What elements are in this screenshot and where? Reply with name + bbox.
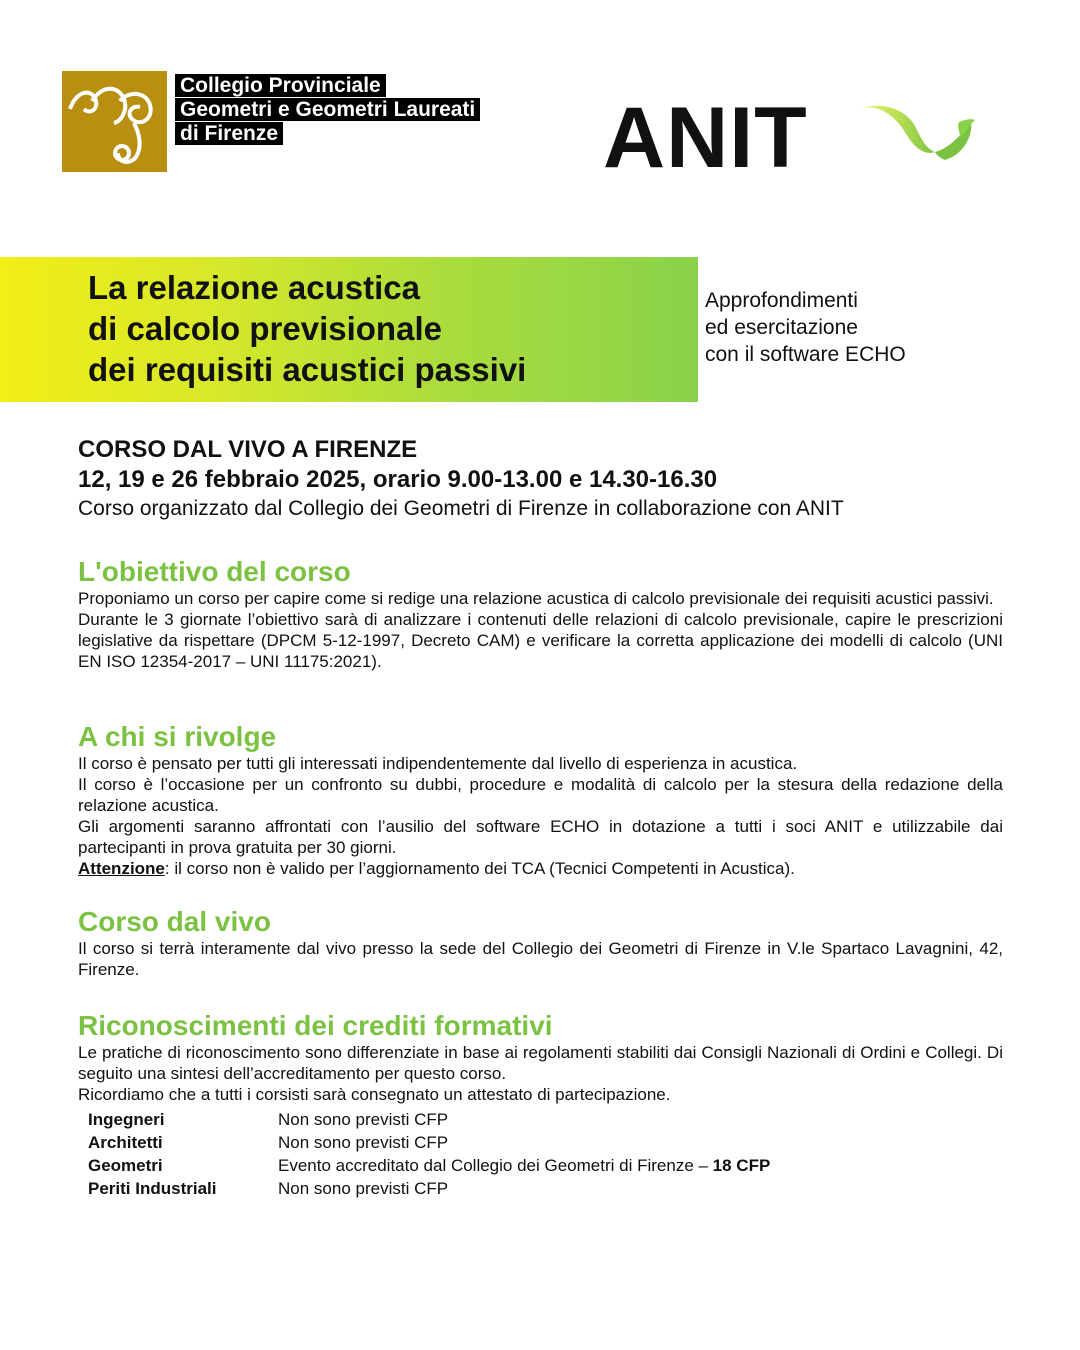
course-title-line: dei requisiti acustici passivi [88, 351, 527, 388]
credit-value-text: Non sono previsti CFP [278, 1133, 449, 1152]
section-heading: Corso dal vivo [78, 906, 271, 937]
course-type: CORSO DAL VIVO A FIRENZE [78, 436, 418, 463]
credit-value-bold: 18 CFP [712, 1156, 771, 1175]
credit-role: Geometri [88, 1156, 163, 1175]
collegio-name [175, 74, 480, 146]
section-heading: Riconoscimenti dei crediti formativi [78, 1010, 553, 1041]
course-subtitle [705, 287, 906, 368]
course-title-line: di calcolo previsionale [88, 310, 442, 347]
title-banner [0, 257, 698, 402]
section-destinatari [78, 721, 1003, 879]
attention-label: Attenzione [78, 859, 165, 878]
table-row [88, 1179, 770, 1202]
section-crediti [78, 1010, 1003, 1105]
credit-value [278, 1110, 770, 1133]
credit-value [278, 1156, 770, 1179]
table-row [88, 1133, 770, 1156]
credit-value-text: Non sono previsti CFP [278, 1110, 449, 1129]
anit-leaf-icon [861, 102, 976, 166]
collegio-name-line: Geometri e Geometri Laureati [175, 98, 480, 121]
course-subtitle-line: con il software ECHO [705, 343, 906, 366]
course-organizer: Corso organizzato dal Collegio dei Geometri di Firenze in collaborazione con ANIT [78, 497, 844, 520]
course-info [78, 435, 1003, 523]
attention-text: : il corso non è valido per l’aggiornamento dei TCA (Tecnici Competenti in Acustica). [164, 859, 795, 878]
paragraph: Le pratiche di riconoscimento sono differenziate in base ai regolamenti stabiliti dai Consigli Nazionali di Ordini e Collegi. Di seguito una sintesi dell’accreditamento per questo corso. [78, 1043, 1003, 1083]
section-heading: L'obiettivo del corso [78, 556, 351, 587]
collegio-name-line: Collegio Provinciale [175, 74, 386, 97]
cpg-monogram-logo [62, 71, 167, 172]
course-title [88, 267, 526, 390]
table-row [88, 1156, 770, 1179]
attention-note [78, 858, 1003, 879]
section-heading: A chi si rivolge [78, 721, 277, 752]
paragraph: Il corso è pensato per tutti gli interessati indipendentemente dal livello di esperienza in acustica. [78, 754, 798, 773]
collegio-name-line: di Firenze [175, 122, 283, 145]
course-dates: 12, 19 e 26 febbraio 2025, orario 9.00-13.00 e 14.30-16.30 [78, 466, 718, 493]
credit-role: Periti Industriali [88, 1179, 217, 1198]
paragraph: Il corso si terrà interamente dal vivo presso la sede del Collegio dei Geometri di Firenze in V.le Spartaco Lavagnini, 42, Firenze. [78, 939, 1003, 979]
course-subtitle-line: Approfondimenti [705, 289, 858, 312]
paragraph: Ricordiamo che a tutti i corsisti sarà consegnato un attestato di partecipazione. [78, 1085, 671, 1104]
section-dal-vivo [78, 906, 1003, 980]
paragraph: Il corso è l’occasione per un confronto su dubbi, procedure e modalità di calcolo per la stesura della redazione della relazione acustica. [78, 775, 1003, 815]
credit-value-text: Evento accreditato dal Collegio dei Geometri di Firenze – [278, 1156, 713, 1175]
credits-table [88, 1110, 770, 1202]
anit-wordmark: ANIT [603, 90, 808, 186]
credit-role: Architetti [88, 1133, 163, 1152]
paragraph: Gli argomenti saranno affrontati con l’ausilio del software ECHO in dotazione a tutti i soci ANIT e utilizzabile dai partecipanti in prova gratuita per 30 giorni. [78, 817, 1003, 857]
table-row [88, 1110, 770, 1133]
credit-value-text: Non sono previsti CFP [278, 1179, 449, 1198]
credit-value [278, 1179, 770, 1202]
credit-value [278, 1133, 770, 1156]
course-title-line: La relazione acustica [88, 269, 420, 306]
section-obiettivo [78, 556, 1003, 672]
cpg-monogram-icon [62, 71, 167, 172]
paragraph: Proponiamo un corso per capire come si redige una relazione acustica di calcolo previsionale dei requisiti acustici passivi. [78, 589, 994, 608]
paragraph: Durante le 3 giornate l’obiettivo sarà di analizzare i contenuti delle relazioni di calcolo previsionale, capire le prescrizioni legislative da rispettare (DPCM 5-12-1997, Decreto CAM) e verificare la corretta applicazione dei modelli di calcolo (UNI EN ISO 12354-2017 – UNI 11175:2021). [78, 610, 1003, 671]
credit-role: Ingegneri [88, 1110, 165, 1129]
course-subtitle-line: ed esercitazione [705, 316, 858, 339]
